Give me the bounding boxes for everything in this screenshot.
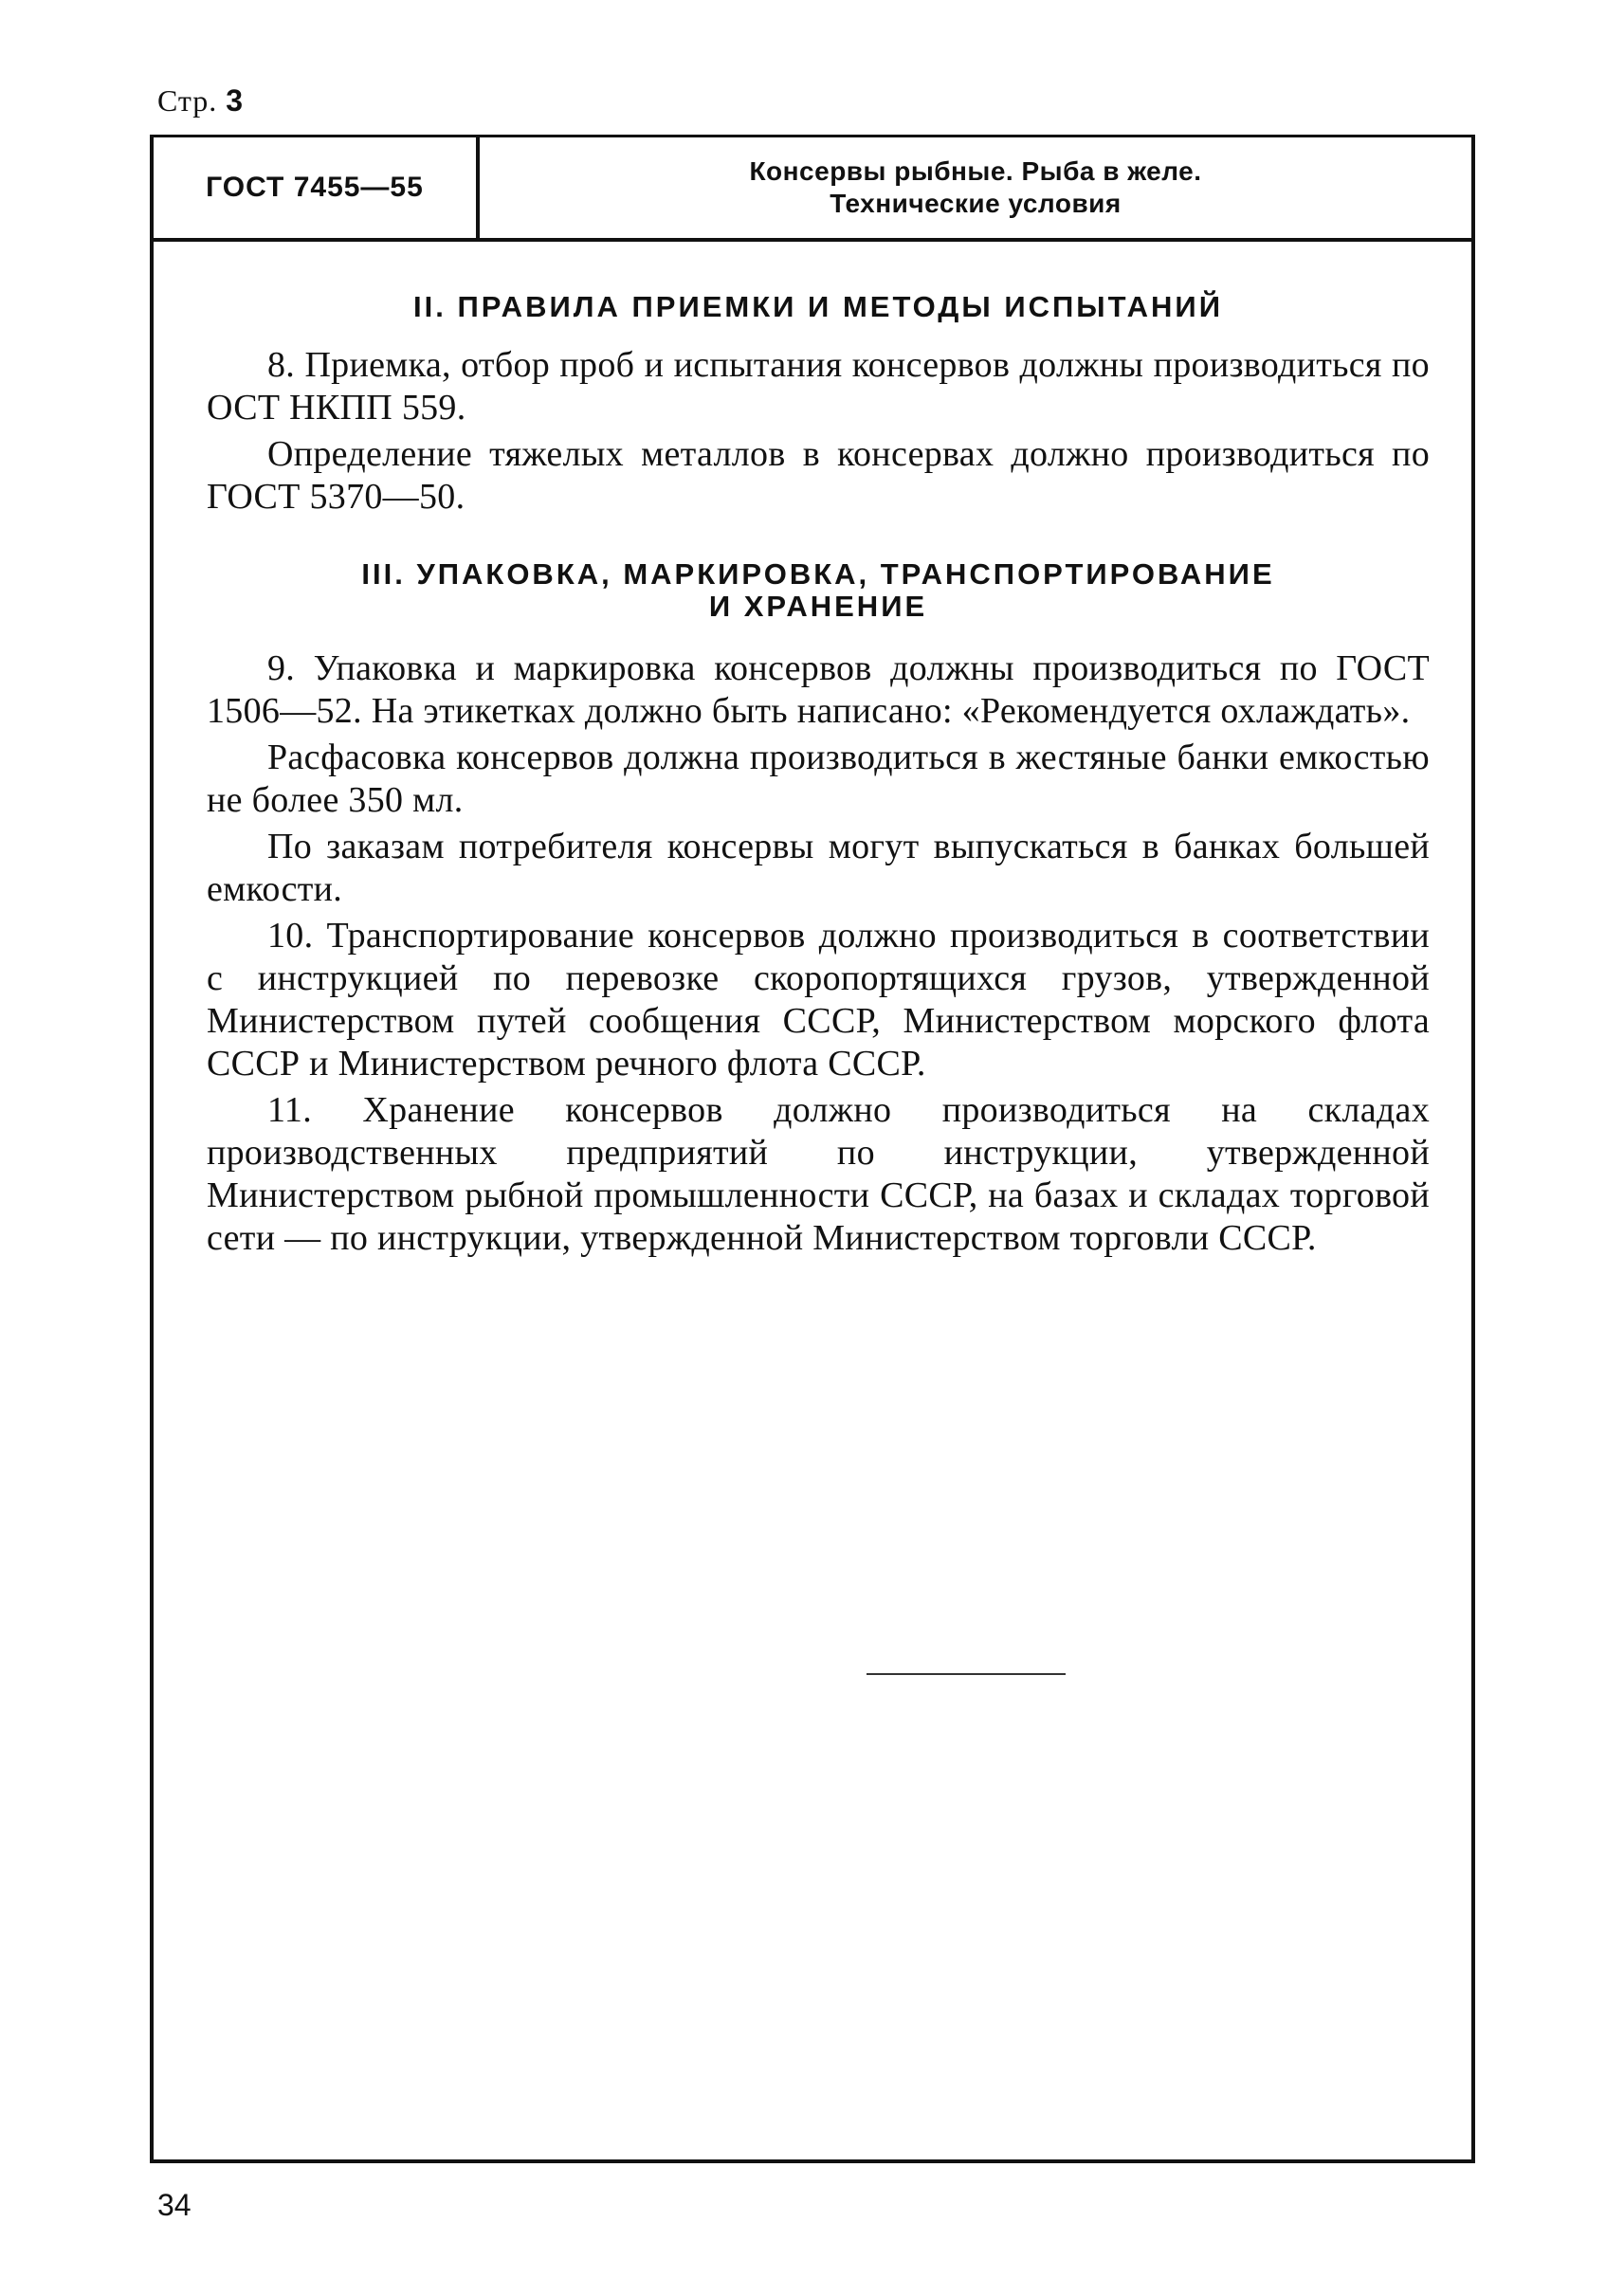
document-body <box>207 278 1430 1260</box>
section-3-paragraph: 11. Хранение консервов должно производиться на складах производственных предприятий по инструкции, утвержденной Министерством рыбной промышленности СССР, на базах и складах торговой сети — по инструкции, утвержденной Министерством торговли СССР. <box>207 1090 1430 1258</box>
section-2-paragraph: Определение тяжелых металлов в консервах должно производиться по ГОСТ 5370—50. <box>207 434 1430 517</box>
document-frame <box>150 135 1475 2163</box>
section-2-heading: II. ПРАВИЛА ПРИЕМКИ И МЕТОДЫ ИСПЫТАНИЙ <box>413 290 1223 323</box>
closing-rule <box>867 1673 1066 1675</box>
standard-code: ГОСТ 7455—55 <box>154 137 480 238</box>
section-3-heading <box>207 558 1430 623</box>
section-2-paragraph: 8. Приемка, отбор проб и испытания консервов должны производиться по ОСТ НКПП 559. <box>207 345 1430 428</box>
page-label <box>157 83 244 118</box>
standard-title-line-2: Технические условия <box>830 189 1122 218</box>
document-header <box>154 137 1471 242</box>
section-3-heading-line-2: И ХРАНЕНИЕ <box>708 590 928 623</box>
section-3-heading-line-1: III. УПАКОВКА, МАРКИРОВКА, ТРАНСПОРТИРОВАНИЕ <box>361 557 1275 591</box>
section-3-paragraph: Расфасовка консервов должна производиться в жестяные банки емкостью не более 350 мл. <box>207 738 1430 820</box>
page-number: 34 <box>157 2188 192 2222</box>
section-3-paragraph: По заказам потребителя консервы могут выпускаться в банках большей емкости. <box>207 827 1430 909</box>
standard-title <box>480 137 1471 238</box>
section-3-paragraph: 10. Транспортирование консервов должно производиться в соответствии с инструкцией по перевозке скоропортящихся грузов, утвержденной Министерством путей сообщения СССР, Министерством морского флота СССР и Министерством речного флота СССР. <box>207 916 1430 1084</box>
page-label-number: 3 <box>226 83 245 118</box>
page-label-prefix: Стр. <box>157 83 218 118</box>
standard-title-line-1: Консервы рыбные. Рыба в желе. <box>749 156 1202 186</box>
section-3-paragraph: 9. Упаковка и маркировка консервов должны производиться по ГОСТ 1506—52. На этикетках должно быть написано: «Рекомендуется охлаждать». <box>207 648 1430 731</box>
